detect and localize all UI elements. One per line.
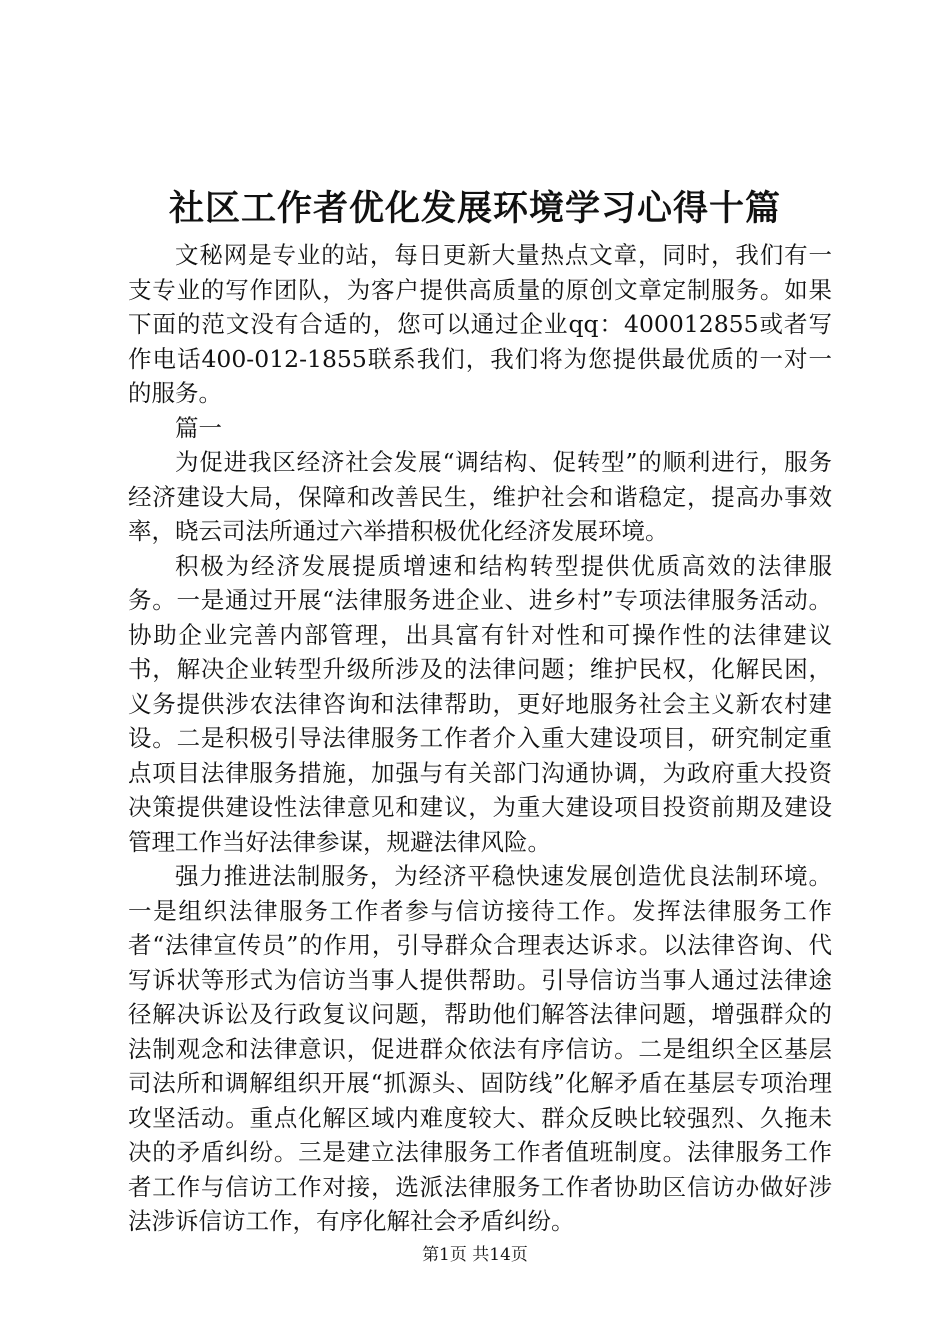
body-paragraph: 积极为经济发展提质增速和结构转型提供优质高效的法律服务。一是通过开展“法律服务进企业、进乡村”专项法律服务活动。协助企业完善内部管理，出具富有针对性和可操作性的法律建议书，解决企业转型升级所涉及的法律问题；维护民权，化解民困，义务提供涉农法律咨询和法律帮助，更好地服务社会主义新农村建设。二是积极引导法律服务工作者介入重大建设项目，研究制定重点项目法律服务措施，加强与有关部门沟通协调，为政府重大投资决策提供建设性法律意见和建议，为重大建设项目投资前期及建设管理工作当好法律参谋，规避法律风险。 xyxy=(128,551,832,856)
page-footer: 第1页 共14页 xyxy=(422,1245,528,1265)
body-paragraph: 为促进我区经济社会发展“调结构、促转型”的顺利进行，服务经济建设大局，保障和改善民生，维护社会和谐稳定，提高办事效率，晓云司法所通过六举措积极优化经济发展环境。 xyxy=(128,448,832,545)
body-paragraph: 强力推进法制服务，为经济平稳快速发展创造优良法制环境。一是组织法律服务工作者参与信访接待工作。发挥法律服务工作者“法律宣传员”的作用，引导群众合理表达诉求。以法律咨询、代写诉状等形式为信访当事人提供帮助。引导信访当事人通过法律途径解决诉讼及行政复议问题，帮助他们解答法律问题，增强群众的法制观念和法律意识，促进群众依法有序信访。二是组织全区基层司法所和调解组织开展“抓源头、固防线”化解矛盾在基层专项治理攻坚活动。重点化解区域内难度较大、群众反映比较强烈、久拖未决的矛盾纠纷。三是建立法律服务工作者值班制度。法律服务工作者工作与信访工作对接，选派法律服务工作者协助区信访办做好涉法涉诉信访工作，有序化解社会矛盾纠纷。 xyxy=(128,862,832,1235)
section-heading: 篇一 xyxy=(175,413,222,442)
document-body xyxy=(128,238,832,1239)
document-title: 社区工作者优化发展环境学习心得十篇 xyxy=(168,188,781,229)
intro-paragraph: 文秘网是专业的站，每日更新大量热点文章，同时，我们有一支专业的写作团队，为客户提供高质量的原创文章定制服务。如果下面的范文没有合适的，您可以通过企业qq：400012855或者写作电话400-012-1855联系我们，我们将为您提供最优质的一对一的服务。 xyxy=(128,241,832,407)
